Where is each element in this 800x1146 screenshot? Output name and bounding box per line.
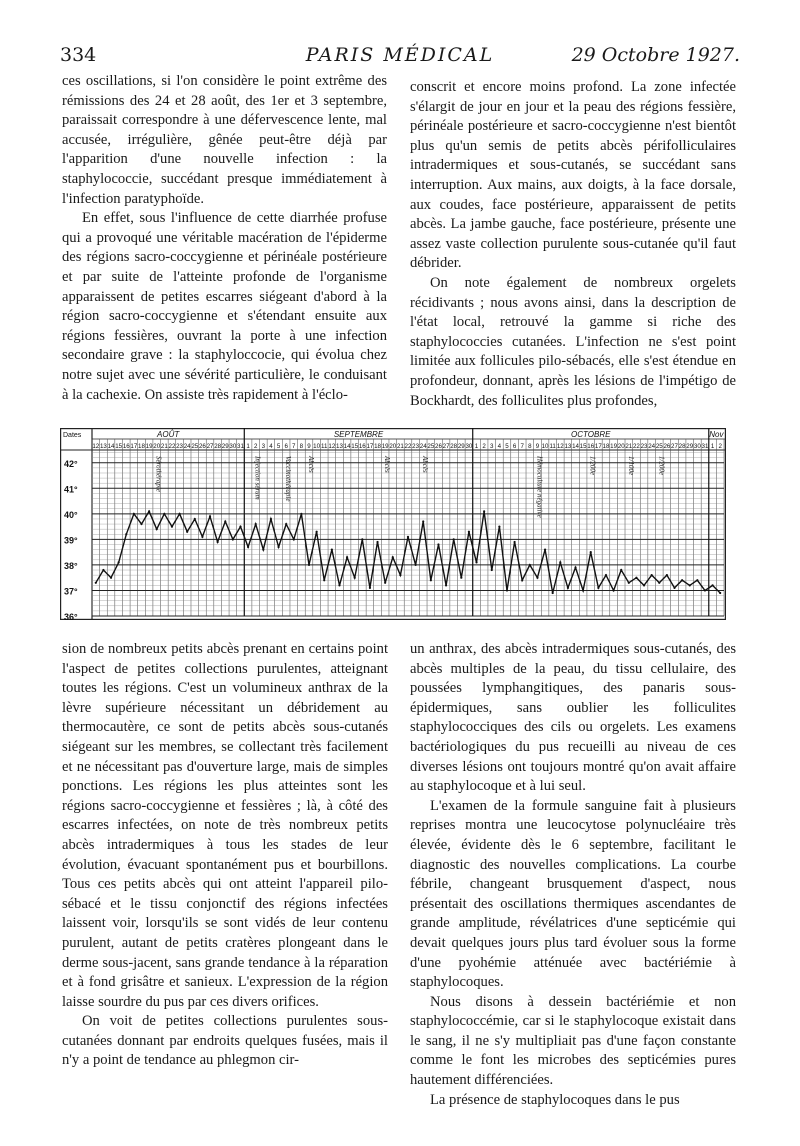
chart-annotation: Injection sérum xyxy=(253,456,262,500)
chart-annotation: Sérothérapie xyxy=(154,456,163,492)
temperature-point xyxy=(559,561,561,563)
temperature-point xyxy=(178,513,180,515)
temperature-point xyxy=(514,541,516,543)
paragraph: La présence de staphylocoques dans le pus xyxy=(430,1091,680,1108)
day-label: 11 xyxy=(321,443,328,450)
temperature-point xyxy=(247,546,249,548)
temperature-point xyxy=(232,538,234,540)
day-label: 10 xyxy=(313,443,321,450)
temperature-point xyxy=(612,589,614,591)
day-label: 26 xyxy=(663,443,671,450)
temperature-point xyxy=(224,520,226,522)
temperature-point xyxy=(453,538,455,540)
temperature-point xyxy=(361,538,363,540)
y-tick-label: 42° xyxy=(64,458,78,469)
day-label: 13 xyxy=(336,443,343,450)
day-label: 21 xyxy=(396,443,404,450)
day-label: 23 xyxy=(412,443,420,450)
day-label: 29 xyxy=(221,443,229,450)
temperature-point xyxy=(643,584,645,586)
page-number: 334 xyxy=(60,44,97,66)
temperature-point xyxy=(102,569,104,571)
day-label: 28 xyxy=(214,443,222,450)
day-label: 30 xyxy=(465,443,473,450)
temperature-point xyxy=(681,579,683,581)
day-label: 19 xyxy=(610,443,618,450)
day-label: 3 xyxy=(490,443,494,450)
temperature-point xyxy=(483,510,485,512)
column-top-right xyxy=(410,78,736,411)
day-label: 23 xyxy=(640,443,648,450)
temperature-point xyxy=(133,513,135,515)
day-label: 27 xyxy=(442,443,450,450)
day-label: 20 xyxy=(389,443,397,450)
day-label: 31 xyxy=(237,443,244,450)
temperature-point xyxy=(338,584,340,586)
temperature-point xyxy=(407,536,409,538)
day-label: 18 xyxy=(374,443,381,450)
day-label: 15 xyxy=(579,443,587,450)
temperature-point xyxy=(529,564,531,566)
temperature-point xyxy=(399,574,401,576)
day-label: 17 xyxy=(594,443,602,450)
temperature-point xyxy=(422,520,424,522)
day-label: 21 xyxy=(625,443,633,450)
chart-annotation: Abcès xyxy=(383,456,392,473)
day-label: 30 xyxy=(229,443,237,450)
temperature-point xyxy=(369,587,371,589)
temperature-point xyxy=(308,564,310,566)
temperature-point xyxy=(605,574,607,576)
day-label: 29 xyxy=(457,443,465,450)
temperature-point xyxy=(118,561,120,563)
temperature-point xyxy=(217,541,219,543)
temperature-point xyxy=(666,574,668,576)
day-label: 24 xyxy=(648,443,656,450)
temperature-point xyxy=(521,579,523,581)
day-label: 12 xyxy=(92,443,100,450)
temperature-point xyxy=(95,582,97,584)
day-label: 27 xyxy=(671,443,678,450)
temperature-point xyxy=(696,579,698,581)
day-label: 29 xyxy=(686,443,694,450)
day-label: 24 xyxy=(183,443,191,450)
temperature-point xyxy=(437,543,439,545)
day-label: 13 xyxy=(564,443,572,450)
temperature-point xyxy=(651,574,653,576)
day-label: 1 xyxy=(246,443,250,450)
temperature-point xyxy=(430,579,432,581)
y-tick-label: 36° xyxy=(64,612,78,620)
paragraph: ces oscillations, si l'on considère le point extrême des rémissions des 24 et 28 août, des 1er et 3 septembre, paraissait correspondre à une défervescence lente, mal accusée, irrégulière, gênée peut-être déjà par l'apparition d'une nouvelle infection : la staphylococcie, succédant presque immédiatement à l'infection paratyphoïde. xyxy=(62,73,387,207)
temperature-point xyxy=(354,577,356,579)
day-label: 18 xyxy=(138,443,145,450)
temperature-point xyxy=(475,561,477,563)
temperature-point xyxy=(300,513,302,515)
temperature-point xyxy=(140,523,142,525)
chart-annotation: Abcès xyxy=(421,456,430,473)
paragraph: sion de nombreux petits abcès prenant en certains point l'aspect de petites collections purulentes, atteignant toutes les régions. C'est un volumineux anthrax de la lèvre supérieure nécessitant un débridement au thermocautère, ce sont de petits abcès sous-cutanés siégeant sur les membres, se collectant très facilement et ne nécessitant pas d'ouverture large, mais de simples ponctions. Les régions les plus atteintes sont les régions sacro-coccygienne et fessières ; là, à côté des escarres infectées, on note de très nombreux petits abcès intradermiques à tous les stades de leur évolution, évacuant spontanément pus et bourbillons. Tous ces petits abcès qui ont atteint l'appareil pilo-sébacé et le tissu conjonctif des régions infectées laissent voir, lorsqu'ils se sont vidés de leur contenu purulent, autant de petits cratères plongeant dans le derme sous-jacent, sans grande tendance à la réparation et à fond grisâtre et sanieux. L'expression de la région laisse sourdre du pus par ces divers orifices. xyxy=(62,641,388,1010)
day-label: 1 xyxy=(474,443,479,450)
y-tick-label: 38° xyxy=(64,560,78,571)
day-label: 7 xyxy=(520,443,524,450)
day-label: 4 xyxy=(269,443,273,450)
temperature-point xyxy=(392,556,394,558)
temperature-point xyxy=(323,579,325,581)
day-label: 25 xyxy=(191,443,199,450)
temperature-point xyxy=(689,584,691,586)
temperature-point xyxy=(620,569,622,571)
temperature-point xyxy=(415,564,417,566)
day-label: 10 xyxy=(541,443,549,450)
temperature-chart xyxy=(60,428,726,620)
temperature-point xyxy=(331,549,333,551)
temperature-point xyxy=(460,577,462,579)
paragraph: Nous disons à dessein bactériémie et non staphylococcémie, car si le staphylocoque existait dans le sang, il ne s'y multipliait pas d'une façon constante comme le font les microbes des septicémies pures hautement différenciées. xyxy=(410,993,736,1089)
day-label: 15 xyxy=(115,443,123,450)
chart-annotation: Vaccinothérapie xyxy=(284,456,293,502)
day-label: 14 xyxy=(343,443,351,450)
issue-date: 29 Octobre 1927. xyxy=(571,44,740,66)
chart-annotation: 1/100e xyxy=(626,456,635,476)
month-label: SEPTEMBRE xyxy=(333,430,384,439)
day-label: 1 xyxy=(710,443,715,450)
day-label: 23 xyxy=(176,443,184,450)
day-label: 19 xyxy=(145,443,153,450)
day-label: 26 xyxy=(435,443,442,450)
column-bottom-right xyxy=(410,640,736,1110)
temperature-point xyxy=(163,513,165,515)
temperature-point xyxy=(316,531,318,533)
paragraph: L'examen de la formule sanguine fait à plusieurs reprises montra une leucocytose polynucléaire très élevée, évidente dès le 6 septembre, facilitant le diagnostic des nouvelles complications. La courbe fébrile, changeant brusquement d'aspect, nous présentait des oscillations thermiques ascendantes de grande amplitude, révélatrices d'une septicémie qui devait quelques jours plus tard évoluer sous la forme d'une pyohémie atténuée avec bactériémie à staphylocoques. xyxy=(410,797,736,991)
temperature-point xyxy=(255,523,257,525)
temperature-chart-svg xyxy=(60,428,726,620)
temperature-point xyxy=(201,536,203,538)
day-label: 8 xyxy=(528,443,532,450)
day-label: 8 xyxy=(299,443,304,450)
column-top-left xyxy=(62,72,387,405)
day-label: 15 xyxy=(351,443,359,450)
temperature-point xyxy=(704,589,706,591)
temperature-point xyxy=(628,582,630,584)
day-label: 16 xyxy=(358,443,366,450)
day-label: 11 xyxy=(549,443,556,450)
day-label: 26 xyxy=(198,443,206,450)
column-bottom-left xyxy=(62,640,388,1071)
temperature-point xyxy=(567,587,569,589)
temperature-point xyxy=(658,582,660,584)
day-label: 14 xyxy=(572,443,579,450)
chart-annotation: Hémoculture négative xyxy=(535,456,544,518)
temperature-point xyxy=(270,518,272,520)
temperature-point xyxy=(209,515,211,517)
temperature-point xyxy=(293,538,295,540)
temperature-point xyxy=(536,577,538,579)
day-label: 19 xyxy=(381,443,389,450)
temperature-point xyxy=(125,533,127,535)
temperature-point xyxy=(506,589,508,591)
paragraph: On voit de petites collections purulentes sous-cutanées donnant par endroits quelques fusées, mais il n'y a point de tendance au phlegmon cir- xyxy=(62,1013,388,1069)
temperature-point xyxy=(719,592,721,594)
temperature-point xyxy=(498,526,500,528)
day-label: 25 xyxy=(655,443,663,450)
temperature-point xyxy=(384,582,386,584)
temperature-point xyxy=(262,549,264,551)
temperature-point xyxy=(194,518,196,520)
day-label: 13 xyxy=(99,443,107,450)
page-header xyxy=(60,44,740,74)
dates-label: Dates xyxy=(63,432,82,439)
month-label: Nov xyxy=(709,430,724,439)
temperature-point xyxy=(171,526,173,528)
day-label: 2 xyxy=(482,443,486,450)
temperature-point xyxy=(285,523,287,525)
day-label: 25 xyxy=(427,443,435,450)
day-label: 31 xyxy=(701,443,709,450)
day-label: 12 xyxy=(328,443,336,450)
day-label: 17 xyxy=(130,443,138,450)
day-label: 9 xyxy=(535,443,540,450)
temperature-point xyxy=(445,584,447,586)
day-label: 21 xyxy=(160,443,168,450)
temperature-point xyxy=(552,592,554,594)
day-label: 22 xyxy=(404,443,412,450)
day-label: 2 xyxy=(718,443,722,450)
day-label: 5 xyxy=(276,443,281,450)
temperature-point xyxy=(277,546,279,548)
temperature-point xyxy=(590,551,592,553)
day-label: 3 xyxy=(261,443,266,450)
temperature-point xyxy=(468,531,470,533)
y-tick-label: 39° xyxy=(64,535,78,546)
day-label: 6 xyxy=(512,443,517,450)
y-tick-label: 40° xyxy=(64,509,78,520)
day-label: 22 xyxy=(632,443,640,450)
day-label: 5 xyxy=(505,443,509,450)
paragraph: On note également de nombreux orgelets récidivants ; nous avons ainsi, dans la description de l'état local, retrouvé la gamme si riche des staphylococcies cutanées. L'infection ne s'est point limitée aux follicules pilo-sébacés, elle s'est étendue en profondeur, donnant, après les lésions de l'impétigo de Bockhardt, des folliculites plus profondes, xyxy=(410,274,736,409)
y-tick-label: 37° xyxy=(64,586,78,597)
temperature-point xyxy=(346,556,348,558)
temperature-point xyxy=(156,528,158,530)
day-label: 16 xyxy=(122,443,130,450)
day-label: 18 xyxy=(602,443,610,450)
temperature-point xyxy=(635,577,637,579)
temperature-point xyxy=(110,577,112,579)
day-label: 14 xyxy=(107,443,115,450)
day-label: 30 xyxy=(693,443,701,450)
temperature-point xyxy=(711,584,713,586)
day-label: 12 xyxy=(556,443,564,450)
day-label: 20 xyxy=(153,443,161,450)
day-label: 16 xyxy=(587,443,595,450)
temperature-point xyxy=(597,587,599,589)
day-label: 24 xyxy=(419,443,427,450)
day-label: 28 xyxy=(450,443,458,450)
temperature-point xyxy=(376,541,378,543)
paragraph: conscrit et encore moins profond. La zone infectée s'élargit de jour en jour et la peau des régions fessière, périnéale postérieure et sacro-coccygienne n'est bientôt plus qu'un semis de petits abcès périfolliculaires intradermiques et sous-cutanés, se succédant sans interruption. Aux mains, aux doigts, à la face dorsale, aux coudes, face postérieure, apparaissent de petits abcès. La jambe gauche, face postérieure, présente une assez vaste collection purulente sous-cutanée qu'il faut débrider. xyxy=(410,79,736,272)
day-label: 6 xyxy=(284,443,288,450)
day-label: 28 xyxy=(678,443,686,450)
day-label: 20 xyxy=(617,443,625,450)
day-label: 27 xyxy=(206,443,214,450)
temperature-point xyxy=(582,589,584,591)
day-label: 17 xyxy=(366,443,374,450)
paragraph: En effet, sous l'influence de cette diarrhée profuse qui a provoqué une véritable macération de l'épiderme des régions sacro-coccygienne et périnéale postérieure et par suite de l'atteinte profonde de l'organisme apparaissent de petites escarres siégeant d'abord à la région sacro-coccygienne et s'étendant ensuite aux régions fessières, ouvrant la porte à une infection secondaire grave : la staphyloccocie, qui évolua chez notre sujet avec une sévérité particulière, le conduisant à la cachexie. On assiste très rapidement à l'éclo- xyxy=(62,210,387,403)
temperature-point xyxy=(574,566,576,568)
month-label: OCTOBRE xyxy=(571,430,611,439)
temperature-point xyxy=(491,569,493,571)
temperature-point xyxy=(544,549,546,551)
chart-annotation: 1/200e xyxy=(588,456,597,476)
day-label: 4 xyxy=(497,443,502,450)
temperature-point xyxy=(673,587,675,589)
month-label: AOÛT xyxy=(157,430,180,439)
chart-annotation: Abcès xyxy=(307,456,316,473)
temperature-point xyxy=(239,526,241,528)
temperature-point xyxy=(148,510,150,512)
journal-title: PARIS MÉDICAL xyxy=(305,44,495,66)
temperature-point xyxy=(186,531,188,533)
day-label: 9 xyxy=(307,443,311,450)
paragraph: un anthrax, des abcès intradermiques sous-cutanés, des abcès multiples de la peau, du tissu cellulaire, des poussées lymphangitiques, des panaris sous-épidermiques, sans oublier les folliculites staphylococciques des cils ou orgelets. Les examens bactériologiques du pus recueilli au niveau de ces diverses lésions ont toujours montré qu'on avait affaire au staphylocoque et à lui seul. xyxy=(410,641,736,795)
day-label: 7 xyxy=(292,443,296,450)
day-label: 2 xyxy=(253,443,258,450)
y-tick-label: 41° xyxy=(64,484,78,495)
day-label: 22 xyxy=(168,443,176,450)
chart-annotation: 1/200e xyxy=(657,456,666,476)
